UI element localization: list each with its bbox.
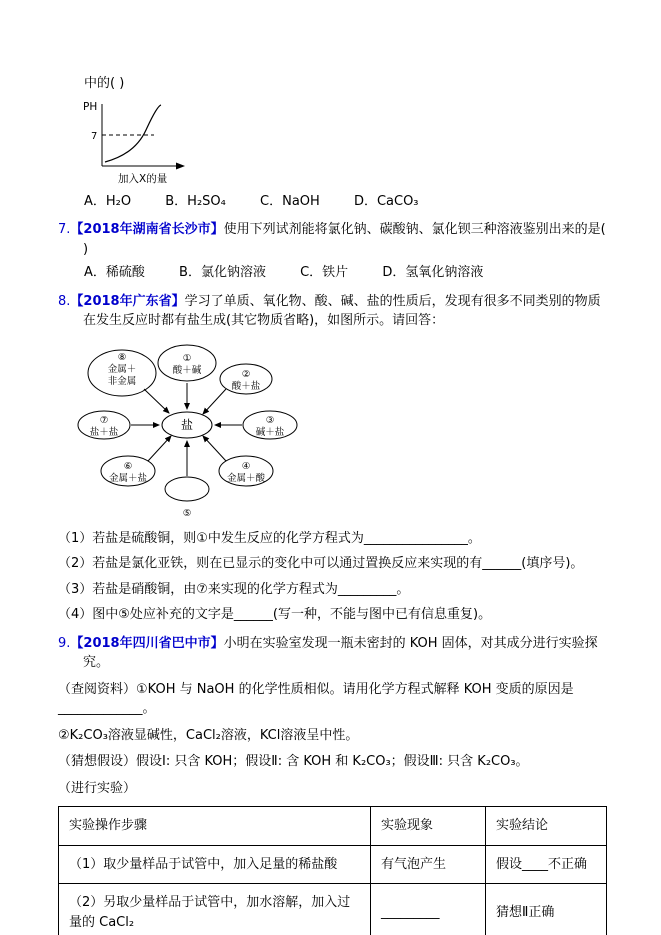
y-axis-label: PH (83, 100, 98, 113)
diagram-node-number: ⑥ (123, 460, 133, 472)
option-a: A．H₂O (84, 193, 132, 209)
table-row (59, 884, 607, 935)
arrow-line (203, 436, 226, 461)
question-9-research-note-1: （查阅资料）①KOH 与 NaOH 的化学性质相似。请用化学方程式解释 KOH 变质的原因是_____________。 (58, 681, 574, 716)
diagram-node-number: ① (182, 352, 192, 364)
option-a: A．稀硫酸 (84, 265, 145, 280)
x-axis-arrowhead (176, 162, 185, 169)
column-header-steps: 实验操作步骤 (59, 807, 371, 846)
question-8-source-tag: 【2018年广东省】 (70, 293, 185, 309)
question-7 (58, 220, 608, 259)
question-8-subquestion-4: （4）图中⑤处应补充的文字是______(写一种，不能与图中已有信息重复)。 (58, 607, 492, 622)
column-header-conclusion: 实验结论 (486, 807, 607, 846)
question-9-source-tag: 【2018年四川省巴中市】 (70, 635, 224, 651)
question-9-experiment-label: （进行实验） (58, 780, 137, 796)
cell-conclusion: 假设____不正确 (486, 845, 607, 884)
question-9-research-note-2: ②K₂CO₃溶液显碱性，CaCl₂溶液，KCl溶液呈中性。 (58, 727, 359, 743)
diagram-node-label: 碱＋盐 (255, 426, 285, 438)
diagram-node-label: 金属＋盐 (108, 472, 148, 484)
option-b: B．H₂SO₄ (165, 193, 226, 209)
question-9-number: 9. (58, 635, 71, 651)
arrow-line (144, 389, 169, 413)
question-7-options (84, 263, 608, 283)
question-8-subquestion-3: （3）若盐是硝酸铜，由⑦来实现的化学方程式为_________。 (58, 581, 410, 597)
diagram-node-label: 酸＋碱 (172, 364, 202, 376)
x-axis-label: 加入X的量 (118, 172, 168, 185)
option-b: B．氯化钠溶液 (179, 265, 266, 280)
question-9-text: 小明在实验室发现一瓶未密封的 KOH 固体，对其成分进行实验探究。 (83, 635, 598, 670)
previous-question-tail: 中的( ) (84, 76, 125, 91)
diagram-node-label: 非金属 (107, 375, 137, 387)
diagram-node-label: 酸＋盐 (231, 380, 261, 392)
question-8-subquestion-1: （1）若盐是硫酸铜，则①中发生反应的化学方程式为________________。 (58, 530, 481, 546)
diagram-node-label: 金属＋ (107, 363, 137, 375)
table-row (59, 845, 607, 884)
ph-curve-chart (80, 96, 202, 188)
intro-options (84, 192, 608, 212)
diagram-node-oval-5 (165, 477, 209, 501)
question-8-text: 学习了单质、氧化物、酸、碱、盐的性质后，发现有很多不同类别的物质在发生反应时都有盐生成(其它物质省略)，如图所示。请回答： (83, 293, 601, 328)
option-c: C．铁片 (300, 265, 349, 280)
cell-step: （2）另取少量样品于试管中，加水溶解，加入过量的 CaCl₂ (59, 884, 371, 935)
diagram-center-label: 盐 (180, 417, 194, 432)
option-c: C．NaOH (260, 193, 320, 209)
arrow-line (148, 436, 171, 461)
question-9 (58, 634, 608, 673)
question-7-source-tag: 【2018年湖南省长沙市】 (70, 222, 224, 237)
page-content (58, 74, 608, 935)
question-9-hypothesis: （猜想假设）假设Ⅰ: 只含 KOH；假设Ⅱ: 含 KOH 和 K₂CO₃；假设Ⅲ: 只含 K₂CO₃。 (58, 754, 529, 769)
arrow-line (203, 389, 226, 414)
diagram-node-number: ⑦ (99, 414, 109, 426)
experiment-table (58, 806, 607, 935)
diagram-node-label: 盐＋盐 (89, 426, 119, 438)
question-8-subquestion-2: （2）若盐是氯化亚铁，则在已显示的变化中可以通过置换反应来实现的有______(填序号)。 (58, 556, 584, 571)
diagram-node-label: 金属＋酸 (226, 472, 266, 484)
question-8-number: 8. (58, 293, 71, 309)
diagram-node-number: ③ (265, 414, 275, 426)
table-header-row (59, 807, 607, 846)
cell-conclusion: 猜想Ⅱ正确 (486, 884, 607, 935)
question-7-text: 使用下列试剂能将氯化钠、碳酸钠、氯化钡三种溶液鉴别出来的是( ) (83, 222, 606, 257)
cell-phenomenon: 有气泡产生 (371, 845, 486, 884)
ph-curve (105, 105, 161, 162)
cell-phenomenon: _________ (371, 884, 486, 935)
question-7-number: 7. (58, 222, 71, 237)
diagram-node-number: ⑧ (117, 351, 127, 363)
diagram-node-number: ② (241, 368, 251, 380)
column-header-phenomenon: 实验现象 (371, 807, 486, 846)
diagram-node-number: ④ (241, 460, 251, 472)
reference-tick-label: 7 (91, 130, 98, 142)
question-8 (58, 292, 608, 331)
option-d: D．CaCO₃ (353, 193, 419, 209)
option-d: D．氢氧化钠溶液 (382, 265, 484, 280)
salt-reactions-diagram (72, 337, 304, 523)
cell-step: （1）取少量样品于试管中，加入足量的稀盐酸 (59, 845, 371, 884)
diagram-node-number: ⑤ (182, 507, 192, 519)
